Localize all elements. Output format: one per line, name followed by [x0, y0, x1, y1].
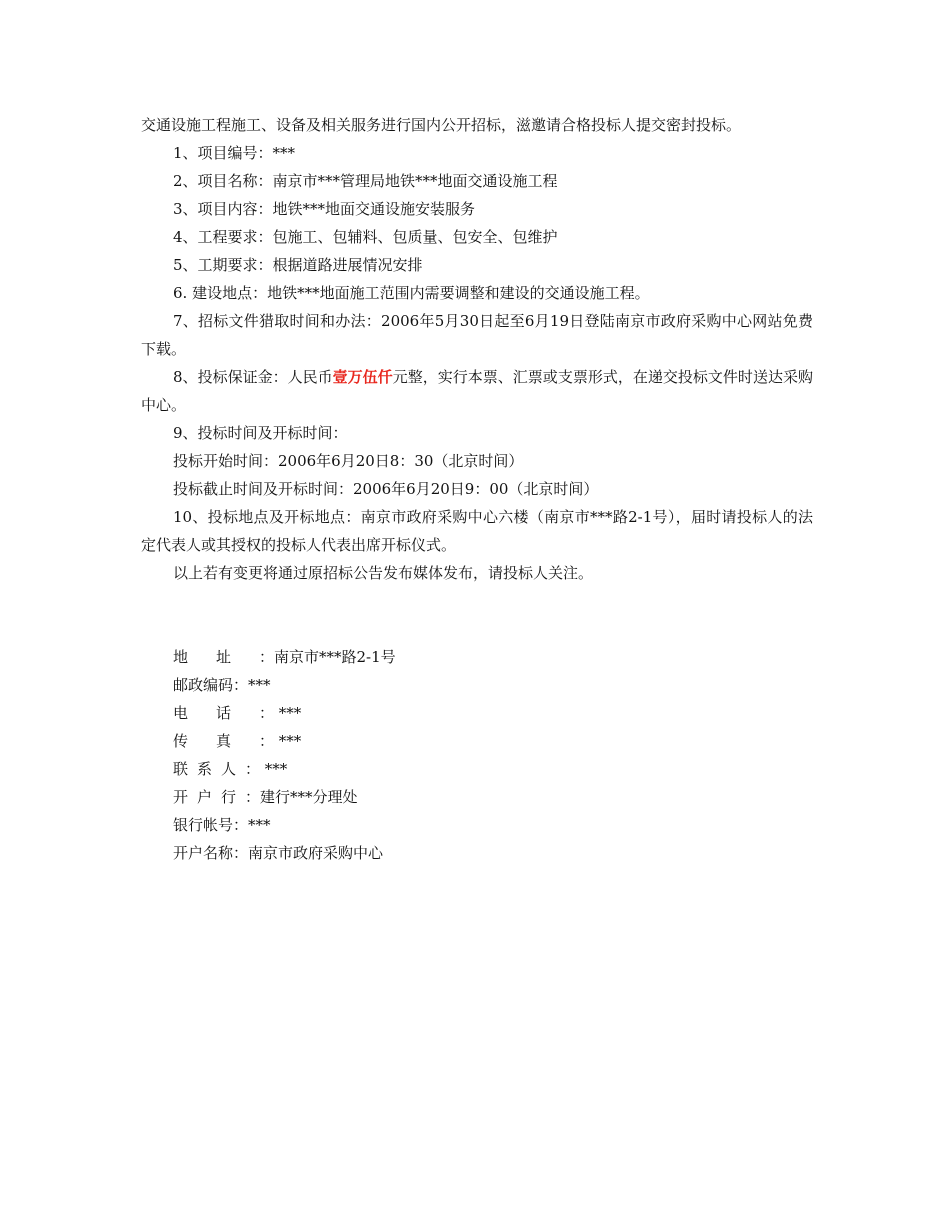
contact-label: 开户行: [173, 788, 246, 806]
item-document-acquisition: 7、招标文件猎取时间和办法：2006年5月30日起至6月19日登陆南京市政府采购中心网站免费下载。: [141, 312, 813, 358]
contact-label: 开户名称: [173, 844, 234, 862]
intro-paragraph: 交通设施工程施工、设备及相关服务进行国内公开招标，滋邀请合格投标人提交密封投标。: [141, 116, 742, 134]
contact-label: 邮政编码: [173, 676, 234, 694]
contact-account-number: [173, 811, 813, 839]
spacer: [141, 615, 813, 643]
contact-label: 电话: [173, 704, 260, 722]
item-project-number: 1、项目编号：***: [173, 144, 296, 162]
contact-label: 传真: [173, 732, 260, 750]
contact-value: ：南京市***路2-1号: [259, 648, 396, 666]
contact-value: ： ***: [259, 704, 302, 722]
contact-bank: [173, 783, 813, 811]
contact-block: [141, 643, 813, 867]
item-schedule-requirements: 5、工期要求：根据道路进展情况安排: [173, 256, 423, 274]
item-bid-times-heading: 9、投标时间及开标时间：: [173, 424, 348, 442]
deposit-prefix: 8、投标保证金：人民币: [173, 368, 333, 386]
contact-label: 地址: [173, 648, 260, 666]
item-construction-site: 6. 建设地点：地铁***地面施工范围内需要调整和建设的交通设施工程。: [173, 284, 650, 302]
item-bid-location: 10、投标地点及开标地点：南京市政府采购中心六楼（南京市***路2-1号），届时请投标人的法定代表人或其授权的投标人代表出席开标仪式。: [141, 508, 813, 554]
spacer: [141, 587, 813, 615]
contact-value: ：南京市政府采购中心: [233, 844, 384, 862]
contact-account-name: [173, 839, 813, 867]
bid-start-time: 投标开始时间：2006年6月20日8：30（北京时间）: [173, 452, 524, 470]
item-work-requirements: 4、工程要求：包施工、包辅料、包质量、包安全、包维护: [173, 228, 558, 246]
contact-postcode: [173, 671, 813, 699]
item-project-content: 3、项目内容：地铁***地面交通设施安装服务: [173, 200, 476, 218]
contact-value: ： ***: [259, 732, 302, 750]
contact-value: ： ***: [245, 760, 288, 778]
contact-label: 联系人: [173, 760, 246, 778]
contact-label: 银行帐号: [173, 816, 234, 834]
change-notice: 以上若有变更将通过原招标公告发布媒体发布，请投标人关注。: [173, 564, 594, 582]
deposit-suffix: 元整，实行本票、汇票或支票形式，在递交投标文件时送达采购中心。: [141, 368, 813, 414]
contact-address: [173, 643, 813, 671]
item-bid-deposit: [141, 363, 813, 419]
contact-value: ：***: [233, 816, 271, 834]
contact-person: [173, 755, 813, 783]
contact-fax: [173, 727, 813, 755]
bid-end-time: 投标截止时间及开标时间：2006年6月20日9：00（北京时间）: [173, 480, 599, 498]
contact-phone: [173, 699, 813, 727]
contact-value: ：建行***分理处: [245, 788, 358, 806]
item-project-name: 2、项目名称：南京市***管理局地铁***地面交通设施工程: [173, 172, 558, 190]
contact-value: ：***: [233, 676, 271, 694]
deposit-amount: 壹万伍仟: [332, 368, 393, 386]
document-body: [141, 111, 813, 867]
